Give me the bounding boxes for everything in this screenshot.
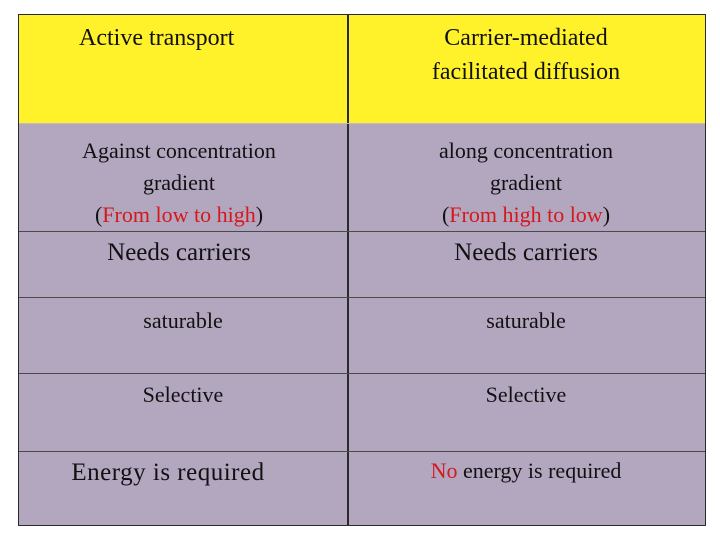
header-right-line1: Carrier-mediated bbox=[444, 25, 608, 51]
facilitated-gradient-line2: gradient bbox=[489, 170, 563, 195]
header-facilitated-diffusion bbox=[347, 15, 705, 123]
active-carriers-text: Needs carriers bbox=[107, 239, 251, 266]
header-active-transport bbox=[19, 15, 347, 123]
row-divider bbox=[19, 297, 705, 298]
cell-active-energy bbox=[19, 451, 347, 525]
facilitated-gradient-direction: (From high to low) bbox=[441, 202, 611, 227]
facilitated-saturable-text: saturable bbox=[486, 308, 566, 333]
active-energy-text: Energy is required bbox=[71, 459, 265, 486]
active-selective-text: Selective bbox=[142, 382, 224, 407]
facilitated-gradient-line1: along concentration bbox=[438, 138, 614, 163]
active-gradient-line2: gradient bbox=[142, 170, 216, 195]
row-divider bbox=[19, 123, 705, 124]
cell-facilitated-gradient bbox=[347, 123, 705, 231]
facilitated-energy-text: No energy is required bbox=[430, 458, 622, 483]
row-divider bbox=[19, 451, 705, 452]
facilitated-carriers-text: Needs carriers bbox=[454, 239, 598, 266]
cell-active-saturable bbox=[19, 297, 347, 373]
cell-active-selective bbox=[19, 373, 347, 451]
facilitated-selective-text: Selective bbox=[485, 382, 567, 407]
active-gradient-line1: Against concentration bbox=[82, 138, 276, 163]
comparison-table bbox=[18, 14, 706, 526]
active-gradient-direction: (From low to high) bbox=[94, 202, 264, 227]
cell-facilitated-saturable bbox=[347, 297, 705, 373]
active-saturable-text: saturable bbox=[143, 308, 223, 333]
header-left-text: Active transport bbox=[79, 25, 235, 51]
row-divider bbox=[19, 373, 705, 374]
cell-active-carriers bbox=[19, 231, 347, 297]
cell-facilitated-selective bbox=[347, 373, 705, 451]
column-divider bbox=[347, 15, 349, 525]
row-divider bbox=[19, 231, 705, 232]
cell-facilitated-energy bbox=[347, 451, 705, 525]
header-right-line2: facilitated diffusion bbox=[431, 59, 621, 85]
cell-facilitated-carriers bbox=[347, 231, 705, 297]
cell-active-gradient bbox=[19, 123, 347, 231]
